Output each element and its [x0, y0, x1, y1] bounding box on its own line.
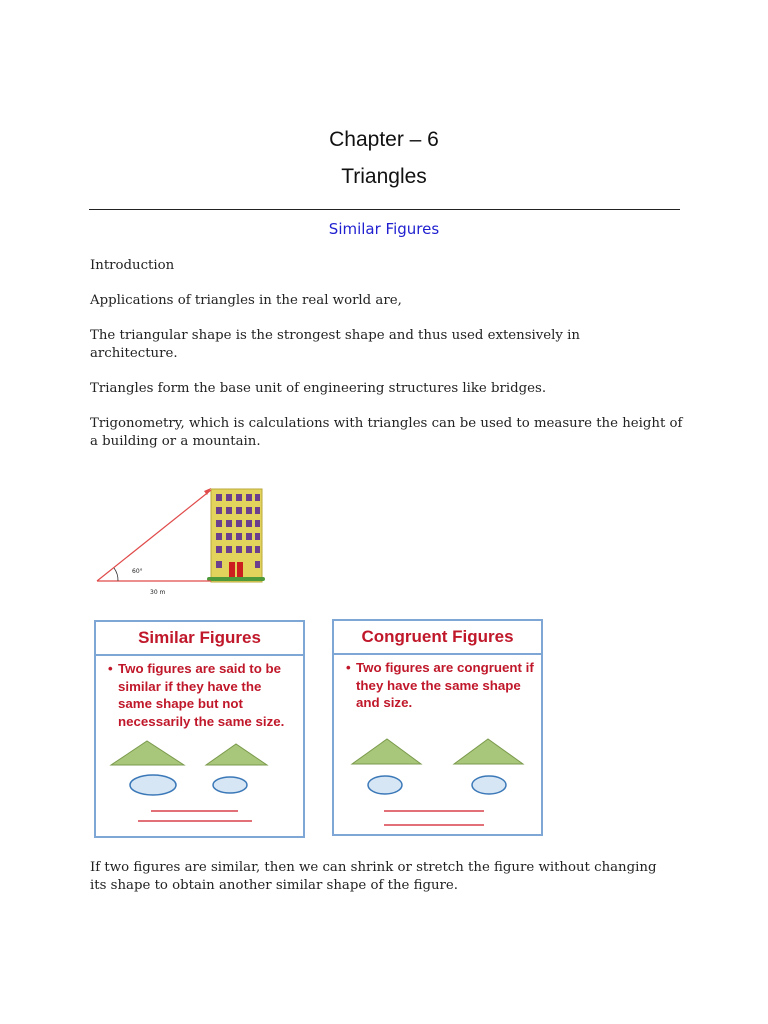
- congruent-figures-title: Congruent Figures: [334, 621, 541, 655]
- congruent-figures-text: Two figures are congruent if they have the same shape and size.: [356, 660, 534, 710]
- left-triangle: [352, 739, 421, 764]
- similar-figures-title: Similar Figures: [96, 622, 303, 656]
- building-triangle-figure: [92, 484, 272, 599]
- similar-figures-box: [94, 620, 305, 838]
- triangle-hypotenuse: [97, 490, 211, 581]
- small-ellipse: [213, 777, 247, 793]
- right-ellipse: [472, 776, 506, 794]
- paragraph-trigonometry: Trigonometry, which is calculations with triangles can be used to measure the height of a building or a mountain.: [90, 416, 683, 449]
- distance-label: 30 m: [150, 589, 166, 596]
- building-door-left: [229, 562, 235, 577]
- chapter-heading: Chapter – 6: [329, 128, 439, 151]
- left-ellipse: [368, 776, 402, 794]
- paragraph-bridges: Triangles form the base unit of engineering structures like bridges.: [90, 381, 547, 396]
- congruent-figures-box: [332, 619, 543, 836]
- similar-shapes: [96, 622, 303, 836]
- paragraph-closing: If two figures are similar, then we can shrink or stretch the figure without changing its shape to obtain another similar shape of the figure.: [90, 860, 657, 893]
- section-title: Similar Figures: [328, 220, 440, 238]
- building-door-right: [237, 562, 243, 577]
- similar-figures-text: Two figures are said to be similar if they have the same shape but not necessarily the same size.: [118, 661, 285, 729]
- large-ellipse: [130, 775, 176, 795]
- building-grass: [207, 577, 265, 581]
- right-triangle: [454, 739, 523, 764]
- large-triangle: [111, 741, 184, 765]
- paragraph-applications: Applications of triangles in the real world are,: [90, 293, 402, 308]
- chapter-title: Triangles: [341, 165, 427, 188]
- bullet-dot: •: [346, 660, 351, 675]
- angle-label: 60°: [132, 568, 143, 575]
- paragraph-architecture: The triangular shape is the strongest shape and thus used extensively in architecture.: [90, 328, 580, 361]
- small-triangle: [206, 744, 267, 765]
- heading-divider: [89, 209, 680, 210]
- intro-label: Introduction: [90, 258, 175, 273]
- bullet-dot: •: [108, 661, 113, 676]
- congruent-shapes: [334, 621, 541, 834]
- angle-arc: [114, 568, 118, 581]
